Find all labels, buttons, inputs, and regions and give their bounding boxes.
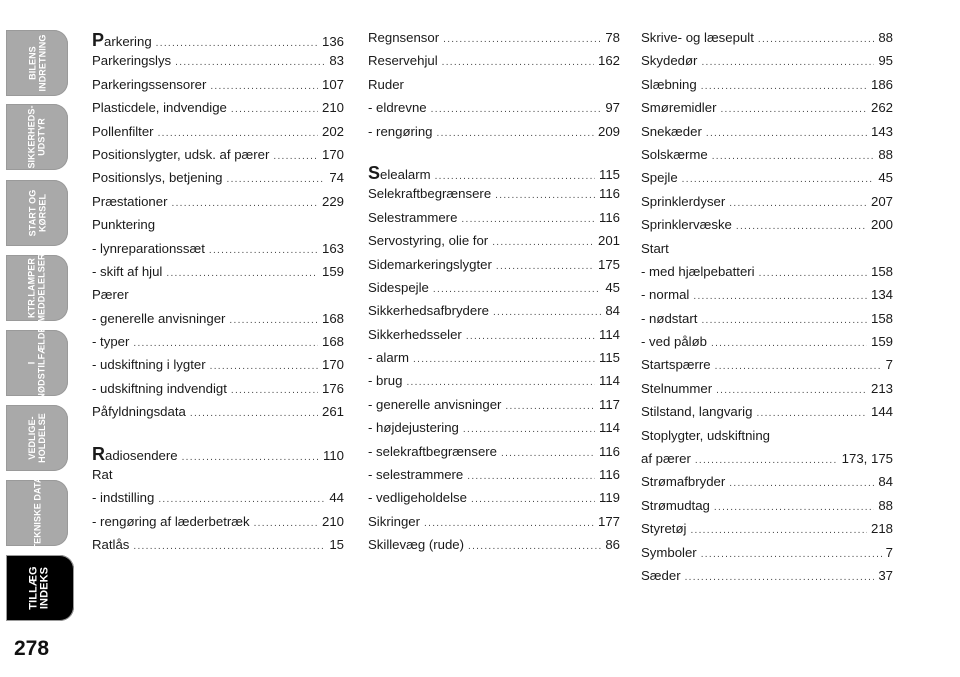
index-page-ref: 78 bbox=[605, 30, 620, 45]
index-term: - nødstart bbox=[641, 310, 698, 326]
index-page-ref: 177 bbox=[597, 513, 620, 529]
index-page-ref: 186 bbox=[870, 76, 893, 92]
dot-leader bbox=[695, 455, 838, 466]
index-term: Skillevæg (rude) bbox=[368, 537, 465, 553]
index-page-ref: 44 bbox=[329, 490, 344, 506]
index-term: Slæbning bbox=[641, 76, 697, 92]
index-term: - generelle anvisninger bbox=[368, 396, 502, 412]
dot-leader bbox=[406, 377, 595, 388]
index-term: Snekæder bbox=[641, 123, 702, 139]
dot-leader bbox=[493, 307, 601, 318]
index-term: Selestrammere bbox=[368, 209, 458, 225]
index-page-ref: 88 bbox=[878, 146, 893, 162]
dot-leader bbox=[715, 361, 882, 372]
index-entry bbox=[92, 53, 344, 76]
index-term: Parkeringslys bbox=[92, 53, 172, 69]
index-term: - generelle anvisninger bbox=[92, 310, 226, 326]
index-entry bbox=[92, 217, 344, 240]
tab-i-nodstilfaelde[interactable] bbox=[6, 326, 68, 400]
dot-leader bbox=[756, 408, 867, 419]
index-page-ref: 97 bbox=[605, 100, 620, 116]
index-term: - normal bbox=[641, 287, 690, 303]
index-term: Regnsensor bbox=[368, 30, 440, 45]
index-entry bbox=[92, 381, 344, 404]
index-term: - med hjælpebatteri bbox=[641, 263, 755, 279]
dot-leader bbox=[759, 268, 867, 279]
dot-leader bbox=[166, 268, 318, 279]
index-entry bbox=[368, 124, 620, 147]
index-entry bbox=[368, 100, 620, 123]
dot-leader bbox=[714, 502, 874, 513]
index-page-ref: 136 bbox=[321, 34, 344, 49]
dot-leader bbox=[190, 408, 318, 419]
dot-leader bbox=[133, 541, 325, 552]
index-entry bbox=[368, 163, 620, 186]
index-entry bbox=[92, 490, 344, 513]
index-term: Sidespejle bbox=[368, 279, 429, 295]
index-page-ref: 116 bbox=[598, 186, 620, 202]
dot-leader bbox=[437, 128, 594, 139]
dot-leader bbox=[505, 401, 595, 412]
index-page-ref: 170 bbox=[321, 357, 344, 373]
index-term: Solskærme bbox=[641, 146, 708, 162]
index-entry bbox=[641, 428, 893, 451]
index-page-ref: 107 bbox=[321, 76, 344, 92]
index-page-ref: 218 bbox=[870, 521, 893, 537]
dot-leader bbox=[736, 221, 867, 232]
tab-label: I bbox=[27, 361, 38, 365]
dot-leader bbox=[433, 284, 601, 295]
index-term: Sikkerhedsafbrydere bbox=[368, 303, 489, 319]
index-entry bbox=[641, 287, 893, 310]
index-term: - indstilling bbox=[92, 490, 155, 506]
index-term: - selestrammere bbox=[368, 467, 464, 483]
index-entry bbox=[92, 77, 344, 100]
index-page-ref: 202 bbox=[321, 123, 344, 139]
index-page-ref: 159 bbox=[870, 334, 893, 350]
index-page-ref: 110 bbox=[322, 447, 344, 463]
tab-label: START OG bbox=[26, 189, 37, 237]
index-page-ref: 116 bbox=[598, 443, 620, 459]
index-entry bbox=[92, 124, 344, 147]
dot-leader bbox=[210, 361, 318, 372]
index-page-ref: 163 bbox=[321, 240, 344, 256]
section-gap bbox=[368, 147, 620, 163]
index-term: - udskiftning indvendigt bbox=[92, 380, 227, 396]
index-entry bbox=[92, 537, 344, 560]
dot-leader bbox=[685, 572, 875, 583]
index-page-ref: 45 bbox=[878, 170, 893, 186]
index-term: Sæder bbox=[641, 567, 681, 583]
index-entry bbox=[92, 404, 344, 427]
dot-leader bbox=[175, 57, 325, 68]
index-entry bbox=[368, 490, 620, 513]
index-term: Pollenfilter bbox=[92, 123, 154, 139]
index-term: Punktering bbox=[92, 217, 156, 233]
index-page-ref: 168 bbox=[321, 310, 344, 326]
dot-leader bbox=[443, 34, 601, 45]
dot-leader bbox=[413, 354, 595, 365]
index-page-ref: 15 bbox=[329, 537, 344, 553]
index-page-ref: 176 bbox=[321, 380, 344, 396]
index-page-ref: 114 bbox=[598, 420, 620, 436]
index-term: Skydedør bbox=[641, 53, 698, 69]
index-entry bbox=[368, 53, 620, 76]
dot-leader bbox=[496, 261, 594, 272]
index-page-ref: 159 bbox=[321, 263, 344, 279]
index-term: Stoplygter, udskiftning bbox=[641, 427, 771, 443]
index-entry bbox=[92, 170, 344, 193]
index-term: - rengøring af læderbetræk bbox=[92, 513, 250, 529]
tab-label: INDRETNING bbox=[37, 34, 47, 92]
index-term: - lynreparationssæt bbox=[92, 240, 205, 256]
dot-leader bbox=[693, 291, 867, 302]
index-entry bbox=[368, 210, 620, 233]
index-term: Påfyldningsdata bbox=[92, 404, 186, 420]
index-entry bbox=[368, 467, 620, 490]
index-entry bbox=[92, 357, 344, 380]
index-term: - ved påløb bbox=[641, 334, 707, 350]
dot-leader bbox=[461, 214, 595, 225]
index-term: Sidemarkeringslygter bbox=[368, 256, 492, 272]
index-term: Reservehjul bbox=[368, 53, 438, 69]
index-entry bbox=[641, 194, 893, 217]
tab-tillaeg-indeks[interactable] bbox=[6, 555, 74, 621]
dot-leader bbox=[254, 518, 318, 529]
dot-leader bbox=[711, 338, 867, 349]
index-page-ref: 114 bbox=[598, 326, 620, 342]
index-entry bbox=[641, 334, 893, 357]
index-entry bbox=[641, 241, 893, 264]
tab-label: KTR.LAMPER bbox=[27, 258, 38, 319]
dot-leader bbox=[712, 151, 875, 162]
index-entry bbox=[368, 257, 620, 280]
index-entry bbox=[92, 287, 344, 310]
index-page-ref: 162 bbox=[597, 53, 620, 69]
index-entry bbox=[92, 444, 344, 467]
tab-label: NØDSTILFÆLDE bbox=[37, 326, 48, 400]
index-page-ref: 261 bbox=[321, 404, 344, 420]
index-term: - udskiftning i lygter bbox=[92, 357, 206, 373]
index-entry bbox=[641, 217, 893, 240]
dot-leader bbox=[706, 128, 867, 139]
tab-label: KØRSEL bbox=[36, 193, 47, 233]
index-entry bbox=[368, 186, 620, 209]
index-page-ref: 88 bbox=[878, 497, 893, 513]
index-term: - brug bbox=[368, 373, 403, 389]
index-term: Start bbox=[641, 240, 669, 256]
dot-leader bbox=[701, 57, 874, 68]
index-term: Pærer bbox=[92, 287, 129, 303]
index-page-ref: 84 bbox=[878, 474, 893, 490]
index-term: - vedligeholdelse bbox=[368, 490, 467, 506]
dot-leader bbox=[158, 494, 325, 505]
index-term: Radiosendere bbox=[92, 443, 178, 464]
index-term: - selekraftbegrænsere bbox=[368, 443, 498, 459]
index-page-ref: 144 bbox=[870, 404, 893, 420]
index-entry bbox=[368, 280, 620, 303]
index-entry bbox=[92, 241, 344, 264]
tab-label: INDEKS bbox=[39, 566, 51, 610]
index-page-ref: 116 bbox=[598, 467, 620, 483]
index-entry bbox=[641, 147, 893, 170]
index-entry bbox=[368, 397, 620, 420]
index-term: af pærer bbox=[641, 451, 691, 467]
section-gap bbox=[92, 428, 344, 444]
index-entry bbox=[368, 350, 620, 373]
index-entry bbox=[368, 444, 620, 467]
index-term: Skrive- og læsepult bbox=[641, 30, 754, 45]
index-page-ref: 84 bbox=[605, 303, 620, 319]
index-page-ref: 134 bbox=[870, 287, 893, 303]
dot-leader bbox=[701, 549, 882, 560]
index-entry bbox=[641, 170, 893, 193]
tab-label: UDSTYR bbox=[37, 118, 48, 156]
tab-label: VEDLIGE- bbox=[27, 416, 37, 460]
index-entry bbox=[641, 311, 893, 334]
index-column-2 bbox=[368, 30, 620, 561]
index-page-ref: 210 bbox=[321, 100, 344, 116]
dot-leader bbox=[435, 171, 595, 182]
index-page-ref: 37 bbox=[878, 567, 893, 583]
dot-leader bbox=[231, 385, 318, 396]
index-term: Startspærre bbox=[641, 357, 711, 373]
index-entry bbox=[641, 357, 893, 380]
index-column-3 bbox=[641, 30, 893, 591]
chapter-tabs bbox=[0, 0, 76, 677]
dot-leader bbox=[424, 518, 594, 529]
index-term: Strømafbryder bbox=[641, 474, 726, 490]
index-page-ref: 200 bbox=[870, 217, 893, 233]
index-term: Rat bbox=[92, 467, 113, 483]
index-entry bbox=[641, 474, 893, 497]
index-entry bbox=[641, 568, 893, 591]
index-page-ref: 74 bbox=[329, 170, 344, 186]
tab-label: BILENS bbox=[27, 46, 37, 80]
dot-leader bbox=[682, 174, 875, 185]
index-page-ref: 7 bbox=[885, 544, 893, 560]
index-page-ref: 170 bbox=[321, 146, 344, 162]
dot-leader bbox=[729, 198, 867, 209]
dot-leader bbox=[209, 245, 318, 256]
dot-leader bbox=[156, 38, 318, 49]
tab-label: HOLDELSE bbox=[37, 413, 47, 463]
dot-leader bbox=[231, 104, 318, 115]
tab-label: SIKKERHEDS- bbox=[27, 105, 38, 169]
index-page-ref: 207 bbox=[870, 193, 893, 209]
index-entry bbox=[641, 381, 893, 404]
index-entry bbox=[92, 514, 344, 537]
index-page-ref: 168 bbox=[321, 334, 344, 350]
index-page-ref: 117 bbox=[598, 396, 620, 412]
dot-leader bbox=[133, 338, 318, 349]
index-term: Styretøj bbox=[641, 521, 687, 537]
index-entry bbox=[368, 77, 620, 100]
index-page-ref: 116 bbox=[598, 209, 620, 225]
dot-leader bbox=[431, 104, 602, 115]
index-term: Selealarm bbox=[368, 162, 431, 183]
index-term: Selekraftbegrænsere bbox=[368, 186, 492, 202]
index-page-ref: 83 bbox=[329, 53, 344, 69]
index-term: Strømudtag bbox=[641, 497, 710, 513]
dot-leader bbox=[758, 34, 874, 45]
dot-leader bbox=[463, 424, 595, 435]
tab-label: MEDDELELSER bbox=[37, 253, 48, 323]
index-entry bbox=[92, 467, 344, 490]
tab-ktr-lamper-meddelelser[interactable] bbox=[6, 255, 68, 321]
index-page-ref: 119 bbox=[598, 490, 620, 506]
index-entry bbox=[641, 100, 893, 123]
index-term: - eldrevne bbox=[368, 100, 427, 116]
index-entry bbox=[92, 194, 344, 217]
index-entry bbox=[368, 233, 620, 256]
index-entry bbox=[641, 451, 893, 474]
index-term: - alarm bbox=[368, 350, 410, 366]
index-term: Præstationer bbox=[92, 193, 168, 209]
dot-leader bbox=[158, 128, 318, 139]
index-entry bbox=[641, 30, 893, 53]
dot-leader bbox=[701, 315, 867, 326]
index-page-ref: 88 bbox=[878, 30, 893, 45]
page-number: 278 bbox=[14, 637, 50, 660]
index-entry bbox=[641, 404, 893, 427]
index-term: Positionslygter, udsk. af pærer bbox=[92, 146, 270, 162]
dot-leader bbox=[471, 494, 595, 505]
index-entry bbox=[92, 30, 344, 53]
tab-label: TEKNISKE DATA bbox=[32, 476, 42, 550]
index-column-1 bbox=[92, 30, 344, 561]
dot-leader bbox=[442, 57, 594, 68]
dot-leader bbox=[226, 174, 325, 185]
dot-leader bbox=[466, 331, 595, 342]
dot-leader bbox=[229, 315, 318, 326]
index-entry bbox=[641, 53, 893, 76]
index-entry bbox=[92, 100, 344, 123]
index-term: Sikringer bbox=[368, 513, 421, 529]
index-page-ref: 143 bbox=[870, 123, 893, 139]
dot-leader bbox=[210, 81, 318, 92]
index-entry bbox=[368, 514, 620, 537]
dot-leader bbox=[701, 81, 867, 92]
index-entry bbox=[92, 147, 344, 170]
dot-leader bbox=[501, 448, 595, 459]
index-page-ref: 210 bbox=[321, 513, 344, 529]
index-term: Ratlås bbox=[92, 537, 130, 553]
index-page-ref: 158 bbox=[870, 310, 893, 326]
index-page-ref: 115 bbox=[598, 350, 620, 366]
dot-leader bbox=[172, 198, 318, 209]
index-page-ref: 95 bbox=[878, 53, 893, 69]
index-term: Stelnummer bbox=[641, 380, 713, 396]
index-entry bbox=[641, 264, 893, 287]
tab-bilens-indretning[interactable] bbox=[6, 30, 68, 96]
index-term: Smøremidler bbox=[641, 100, 717, 116]
index-page-ref: 114 bbox=[598, 373, 620, 389]
index-term: Servostyring, olie for bbox=[368, 233, 489, 249]
index-page-ref: 229 bbox=[321, 193, 344, 209]
dot-leader bbox=[716, 385, 867, 396]
index-entry bbox=[641, 498, 893, 521]
index-entry bbox=[368, 327, 620, 350]
index-term: - højdejustering bbox=[368, 420, 459, 436]
index-term: Parkering bbox=[92, 30, 152, 50]
index-entry bbox=[641, 124, 893, 147]
dot-leader bbox=[492, 237, 594, 248]
index-page-ref: 173, 175 bbox=[841, 451, 893, 467]
index-entry bbox=[368, 537, 620, 560]
index-page-ref: 209 bbox=[597, 123, 620, 139]
tab-start-og-korsel[interactable] bbox=[6, 180, 68, 246]
index-term: Spejle bbox=[641, 170, 678, 186]
index-entry bbox=[92, 311, 344, 334]
index-entry bbox=[368, 373, 620, 396]
index-page-ref: 158 bbox=[870, 263, 893, 279]
index-term: Stilstand, langvarig bbox=[641, 404, 753, 420]
index-term: Plasticdele, indvendige bbox=[92, 100, 227, 116]
dot-leader bbox=[495, 190, 595, 201]
index-entry bbox=[368, 303, 620, 326]
dot-leader bbox=[182, 452, 319, 463]
index-term: Sikkerhedsseler bbox=[368, 326, 462, 342]
index-page-ref: 7 bbox=[885, 357, 893, 373]
index-page-ref: 201 bbox=[597, 233, 620, 249]
index-page-ref: 213 bbox=[870, 380, 893, 396]
dot-leader bbox=[720, 104, 867, 115]
index-entry bbox=[368, 30, 620, 53]
index-entry bbox=[92, 334, 344, 357]
index-term: Ruder bbox=[368, 76, 404, 92]
index-entry bbox=[641, 521, 893, 544]
index-term: - rengøring bbox=[368, 123, 433, 139]
dot-leader bbox=[468, 541, 601, 552]
index-page-ref: 86 bbox=[605, 537, 620, 553]
index-term: Symboler bbox=[641, 544, 697, 560]
index-entry bbox=[641, 77, 893, 100]
index-entry bbox=[92, 264, 344, 287]
index-entry bbox=[641, 545, 893, 568]
index-term: Parkeringssensorer bbox=[92, 76, 207, 92]
dot-leader bbox=[729, 478, 874, 489]
index-term: Sprinklerdyser bbox=[641, 193, 726, 209]
index-term: - typer bbox=[92, 334, 130, 350]
index-entry bbox=[368, 420, 620, 443]
tab-label: TILLÆG bbox=[28, 566, 40, 610]
index-page-ref: 45 bbox=[605, 279, 620, 295]
index-term: Positionslys, betjening bbox=[92, 170, 223, 186]
dot-leader bbox=[467, 471, 595, 482]
index-page-ref: 115 bbox=[598, 166, 620, 182]
dot-leader bbox=[273, 151, 318, 162]
tab-sikkerhedsudstyr[interactable] bbox=[6, 104, 68, 170]
tab-vedligeholdelse[interactable] bbox=[6, 405, 68, 471]
index-page-ref: 262 bbox=[870, 100, 893, 116]
index-page-ref: 175 bbox=[597, 256, 620, 272]
dot-leader bbox=[690, 525, 867, 536]
tab-tekniske-data[interactable] bbox=[6, 476, 68, 550]
index-term: Sprinklervæske bbox=[641, 217, 732, 233]
index-term: - skift af hjul bbox=[92, 263, 163, 279]
